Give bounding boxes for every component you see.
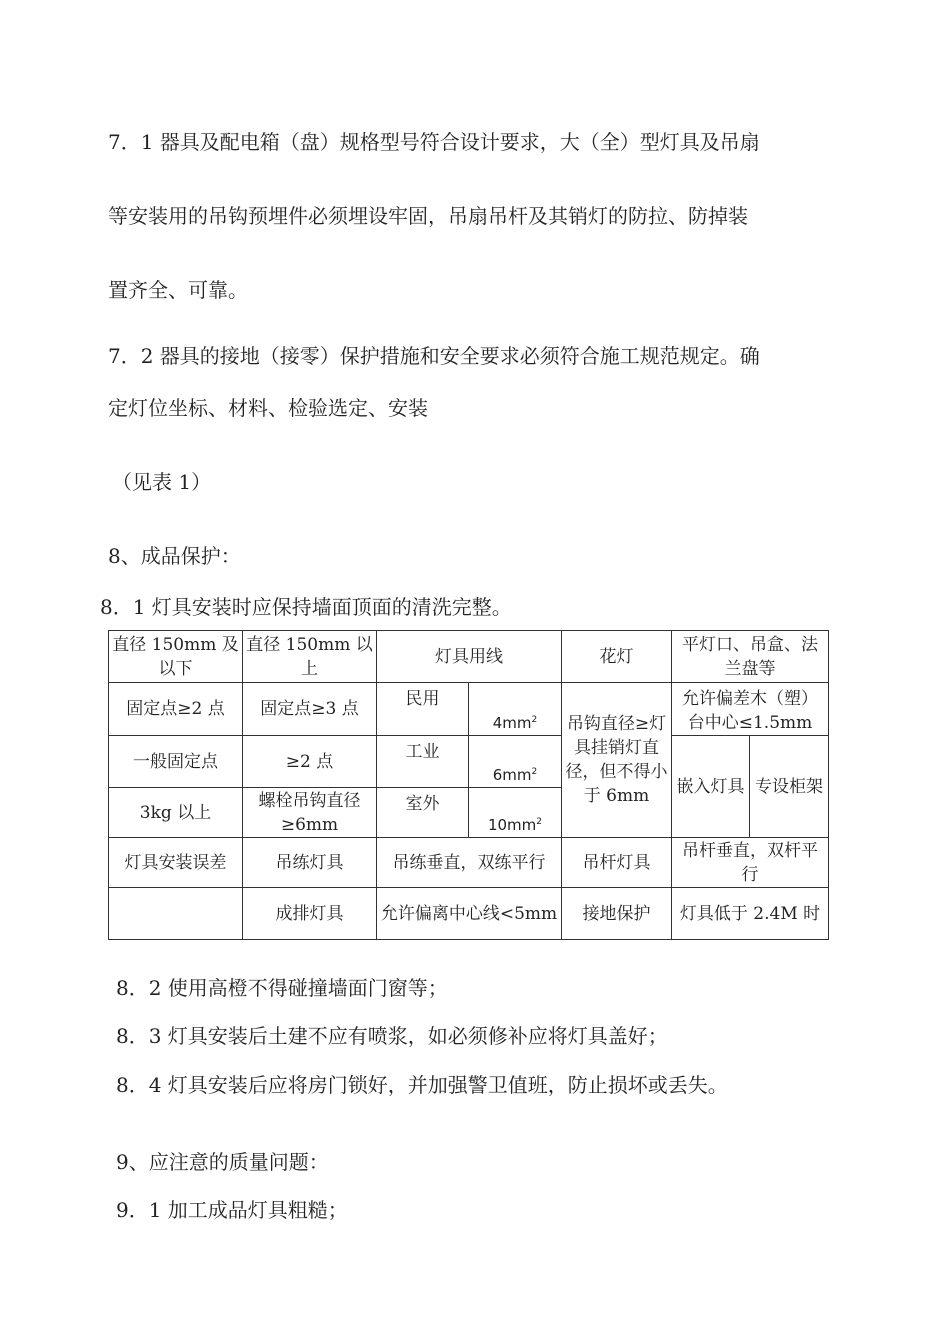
wire-size-value: 6mm [492, 766, 532, 784]
table-cell: 3kg 以上 [109, 788, 243, 838]
table-header-cell: 平灯口、吊盒、法兰盘等 [672, 631, 829, 683]
square-mark: 2 [531, 767, 538, 777]
paragraph-7-1-line-1: 7．1 器具及配电箱（盘）规格型号符合设计要求，大（全）型灯具及吊扇 [108, 130, 760, 154]
table-cell: 嵌入灯具 [672, 736, 750, 838]
table-cell: 允许偏差木（塑）台中心≤1.5mm [672, 683, 829, 736]
paragraph-8-3: 8．3 灯具安装后土建不应有喷浆，如必须修补应将灯具盖好； [116, 1024, 668, 1048]
table-cell: 专设柜架 [750, 736, 829, 838]
paragraph-7-1-line-3: 置齐全、可靠。 [108, 278, 248, 302]
section-9-heading: 9、应注意的质量问题： [116, 1150, 329, 1174]
table-header-cell: 灯具用线 [377, 631, 562, 683]
table-cell-flower-lamp-rule: 吊钩直径≥灯具挂销灯直径，但不得小于 6mm [562, 683, 672, 838]
table-header-cell: 花灯 [562, 631, 672, 683]
table-cell: 工业 [377, 736, 469, 788]
table-cell: ≥2 点 [243, 736, 377, 788]
table-cell: 接地保护 [562, 888, 672, 940]
section-8-heading: 8、成品保护： [108, 544, 241, 568]
table-cell [109, 888, 243, 940]
paragraph-8-4: 8．4 灯具安装后应将房门锁好，并加强警卫值班，防止损坏或丢失。 [116, 1073, 728, 1097]
square-mark: 2 [531, 715, 538, 725]
paragraph-7-2-line-2: 定灯位坐标、材料、检验选定、安装 [108, 396, 428, 420]
square-mark: 2 [536, 817, 543, 827]
paragraph-8-1: 8．1 灯具安装时应保持墙面顶面的清洗完整。 [100, 595, 512, 619]
lamp-installation-table [108, 630, 829, 940]
table-cell [469, 788, 562, 838]
table-cell: 吊练灯具 [243, 838, 377, 888]
table-cell: 灯具安装误差 [109, 838, 243, 888]
table-cell: 螺栓吊钩直径≥6mm [243, 788, 377, 838]
table-cell: 成排灯具 [243, 888, 377, 940]
table-cell: 室外 [377, 788, 469, 838]
table-header-cell: 直径 150mm 以上 [243, 631, 377, 683]
table-cell: 固定点≥2 点 [109, 683, 243, 736]
table-cell: 吊练垂直，双练平行 [377, 838, 562, 888]
table-cell: 吊杆垂直，双杆平行 [672, 838, 829, 888]
paragraph-8-2: 8．2 使用高橙不得碰撞墙面门窗等； [116, 976, 448, 1000]
table-cell: 灯具低于 2.4M 时 [672, 888, 829, 940]
paragraph-7-1-line-2: 等安装用的吊钩预埋件必须埋设牢固，吊扇吊杆及其销灯的防拉、防掉装 [108, 204, 748, 228]
table-cell: 民用 [377, 683, 469, 736]
wire-size-value: 10mm [487, 816, 537, 834]
table-cell: 吊杆灯具 [562, 838, 672, 888]
table-cell: 允许偏离中心线<5mm [377, 888, 562, 940]
table-cell: 固定点≥3 点 [243, 683, 377, 736]
paragraph-9-1: 9．1 加工成品灯具粗糙； [116, 1198, 348, 1222]
wire-size-value: 4mm [492, 714, 532, 732]
table-cell: 一般固定点 [109, 736, 243, 788]
table-cell [469, 736, 562, 788]
paragraph-7-2-line-1: 7．2 器具的接地（接零）保护措施和安全要求必须符合施工规范规定。确 [108, 344, 760, 368]
see-table-reference: （见表 1） [112, 470, 212, 494]
table-cell [469, 683, 562, 736]
table-header-cell: 直径 150mm 及以下 [109, 631, 243, 683]
